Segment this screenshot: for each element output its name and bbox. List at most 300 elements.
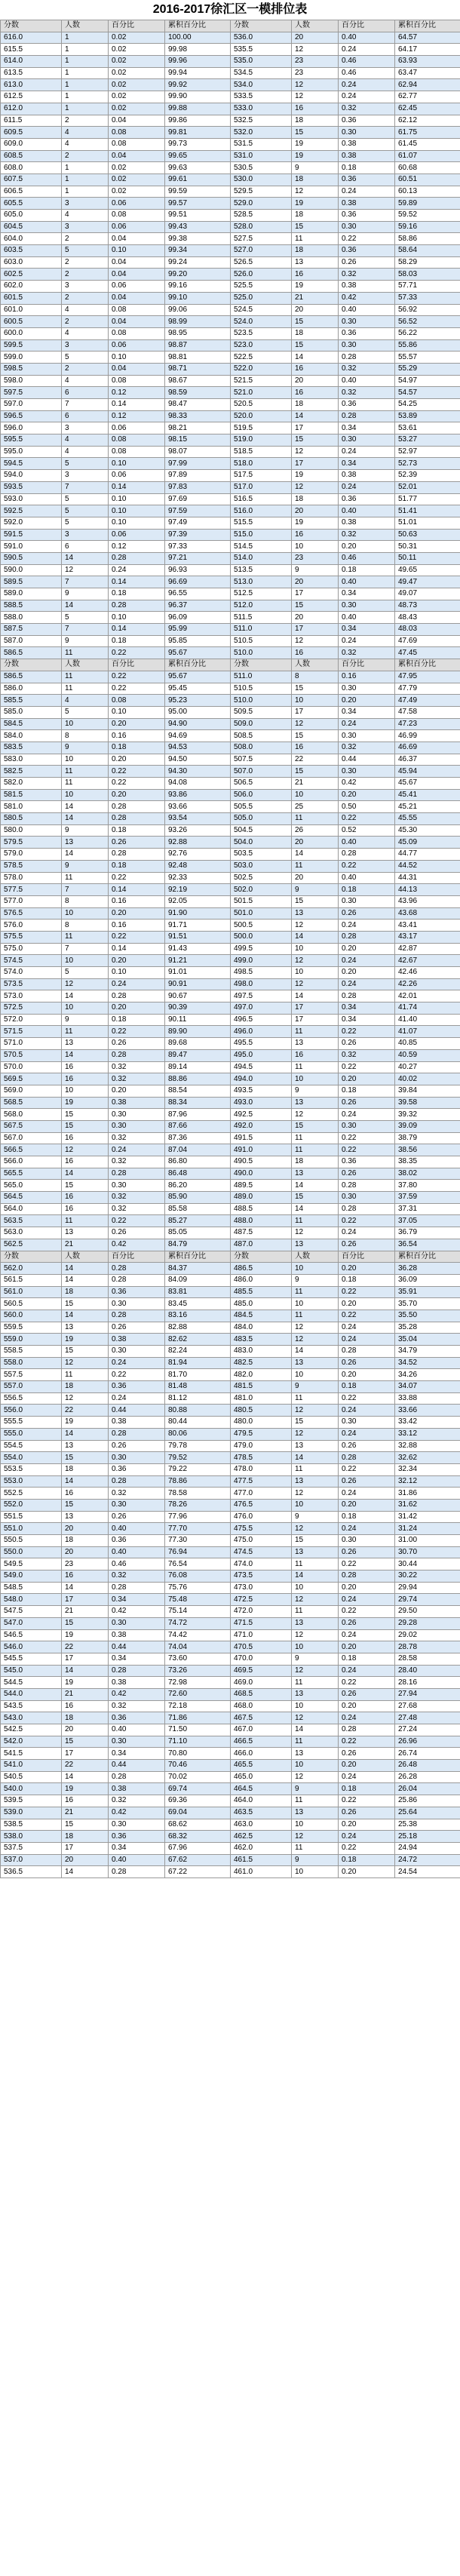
table-row bbox=[1, 600, 460, 612]
cell-cumulative-percent: 99.86 bbox=[165, 115, 231, 127]
cell-score: 512.5 bbox=[231, 588, 292, 600]
table-row bbox=[1, 1014, 460, 1026]
cell-score: 479.0 bbox=[231, 1440, 292, 1452]
cell-count: 1 bbox=[62, 67, 109, 79]
cell-cumulative-percent: 96.09 bbox=[165, 612, 231, 624]
table-row bbox=[1, 754, 460, 766]
column-header-count: 人数 bbox=[62, 659, 109, 671]
cell-count: 19 bbox=[292, 198, 339, 210]
table-row bbox=[1, 44, 460, 56]
cell-cumulative-percent: 99.98 bbox=[165, 44, 231, 56]
cell-cumulative-percent: 59.89 bbox=[395, 198, 460, 210]
table-row bbox=[1, 352, 460, 364]
cell-count: 13 bbox=[62, 1322, 109, 1334]
cell-count: 10 bbox=[292, 1641, 339, 1653]
cell-percent: 0.16 bbox=[339, 671, 395, 683]
cell-score: 492.0 bbox=[231, 1120, 292, 1132]
cell-count: 11 bbox=[292, 1026, 339, 1038]
cell-percent: 0.24 bbox=[339, 481, 395, 493]
cell-score: 583.0 bbox=[1, 754, 62, 766]
cell-cumulative-percent: 37.31 bbox=[395, 1203, 460, 1215]
cell-score: 498.5 bbox=[231, 967, 292, 979]
cell-cumulative-percent: 44.31 bbox=[395, 872, 460, 884]
cell-count: 6 bbox=[62, 541, 109, 553]
cell-cumulative-percent: 24.54 bbox=[395, 1866, 460, 1878]
cell-score: 615.5 bbox=[1, 44, 62, 56]
cell-percent: 0.20 bbox=[339, 1641, 395, 1653]
cell-percent: 0.32 bbox=[109, 1132, 165, 1144]
cell-count: 20 bbox=[292, 304, 339, 316]
cell-score: 543.0 bbox=[1, 1712, 62, 1724]
cell-score: 594.5 bbox=[1, 458, 62, 470]
cell-count: 18 bbox=[292, 327, 339, 339]
cell-count: 7 bbox=[62, 481, 109, 493]
cell-score: 554.5 bbox=[1, 1440, 62, 1452]
cell-score: 500.0 bbox=[231, 931, 292, 943]
cell-cumulative-percent: 85.90 bbox=[165, 1192, 231, 1204]
cell-cumulative-percent: 31.24 bbox=[395, 1523, 460, 1535]
cell-cumulative-percent: 40.27 bbox=[395, 1061, 460, 1073]
cell-score: 487.0 bbox=[231, 1239, 292, 1251]
cell-count: 2 bbox=[62, 363, 109, 375]
cell-count: 11 bbox=[62, 647, 109, 659]
table-row bbox=[1, 1392, 460, 1405]
table-row bbox=[1, 1322, 460, 1334]
cell-score: 564.5 bbox=[1, 1192, 62, 1204]
cell-percent: 0.40 bbox=[339, 375, 395, 387]
cell-cumulative-percent: 67.62 bbox=[165, 1854, 231, 1866]
cell-score: 482.0 bbox=[231, 1369, 292, 1381]
cell-percent: 0.28 bbox=[339, 1724, 395, 1736]
cell-cumulative-percent: 77.70 bbox=[165, 1523, 231, 1535]
cell-percent: 0.30 bbox=[339, 895, 395, 907]
cell-percent: 0.34 bbox=[339, 706, 395, 718]
cell-percent: 0.08 bbox=[109, 327, 165, 339]
table-row bbox=[1, 529, 460, 541]
cell-cumulative-percent: 47.95 bbox=[395, 671, 460, 683]
cell-score: 578.5 bbox=[1, 860, 62, 872]
cell-score: 506.0 bbox=[231, 789, 292, 801]
cell-cumulative-percent: 76.54 bbox=[165, 1558, 231, 1570]
cell-cumulative-percent: 81.48 bbox=[165, 1381, 231, 1393]
cell-cumulative-percent: 49.65 bbox=[395, 564, 460, 576]
cell-count: 3 bbox=[62, 198, 109, 210]
cell-count: 18 bbox=[62, 1381, 109, 1393]
cell-score: 577.0 bbox=[1, 895, 62, 907]
cell-percent: 0.28 bbox=[109, 1309, 165, 1322]
cell-score: 589.5 bbox=[1, 576, 62, 588]
cell-score: 546.0 bbox=[1, 1641, 62, 1653]
cell-percent: 0.02 bbox=[109, 91, 165, 103]
cell-cumulative-percent: 97.39 bbox=[165, 529, 231, 541]
cell-cumulative-percent: 99.20 bbox=[165, 269, 231, 281]
cell-count: 11 bbox=[292, 1842, 339, 1854]
cell-percent: 0.44 bbox=[109, 1641, 165, 1653]
cell-cumulative-percent: 59.16 bbox=[395, 221, 460, 233]
cell-score: 551.0 bbox=[1, 1523, 62, 1535]
cell-cumulative-percent: 99.51 bbox=[165, 210, 231, 222]
table-row bbox=[1, 931, 460, 943]
cell-cumulative-percent: 35.70 bbox=[395, 1298, 460, 1310]
cell-percent: 0.28 bbox=[339, 1570, 395, 1583]
table-row bbox=[1, 1511, 460, 1523]
table-row bbox=[1, 1381, 460, 1393]
cell-percent: 0.26 bbox=[109, 837, 165, 849]
cell-percent: 0.26 bbox=[109, 1322, 165, 1334]
cell-cumulative-percent: 95.23 bbox=[165, 695, 231, 707]
cell-score: 550.5 bbox=[1, 1535, 62, 1547]
cell-cumulative-percent: 38.79 bbox=[395, 1132, 460, 1144]
cell-count: 8 bbox=[292, 671, 339, 683]
cell-percent: 0.28 bbox=[339, 352, 395, 364]
cell-cumulative-percent: 99.38 bbox=[165, 233, 231, 245]
cell-score: 483.0 bbox=[231, 1346, 292, 1358]
cell-cumulative-percent: 95.85 bbox=[165, 635, 231, 647]
table-row bbox=[1, 990, 460, 1002]
cell-cumulative-percent: 91.43 bbox=[165, 943, 231, 955]
cell-cumulative-percent: 28.58 bbox=[395, 1653, 460, 1665]
cell-cumulative-percent: 40.59 bbox=[395, 1049, 460, 1061]
cell-cumulative-percent: 39.58 bbox=[395, 1097, 460, 1109]
cell-count: 19 bbox=[292, 517, 339, 529]
column-header-score: 分数 bbox=[1, 20, 62, 32]
cell-percent: 0.08 bbox=[109, 210, 165, 222]
cell-cumulative-percent: 99.94 bbox=[165, 67, 231, 79]
cell-count: 4 bbox=[62, 304, 109, 316]
cell-cumulative-percent: 100.00 bbox=[165, 32, 231, 44]
cell-count: 9 bbox=[292, 1854, 339, 1866]
cell-count: 13 bbox=[292, 1688, 339, 1700]
cell-cumulative-percent: 97.83 bbox=[165, 481, 231, 493]
cell-percent: 0.28 bbox=[339, 1203, 395, 1215]
cell-percent: 0.06 bbox=[109, 221, 165, 233]
cell-cumulative-percent: 36.28 bbox=[395, 1263, 460, 1275]
cell-count: 10 bbox=[292, 1866, 339, 1878]
cell-cumulative-percent: 83.16 bbox=[165, 1309, 231, 1322]
cell-score: 510.0 bbox=[231, 647, 292, 659]
cell-percent: 0.28 bbox=[339, 1346, 395, 1358]
cell-count: 10 bbox=[62, 1002, 109, 1015]
cell-cumulative-percent: 63.93 bbox=[395, 56, 460, 68]
cell-percent: 0.34 bbox=[109, 1842, 165, 1854]
cell-percent: 0.18 bbox=[339, 564, 395, 576]
cell-score: 520.0 bbox=[231, 410, 292, 422]
cell-cumulative-percent: 47.79 bbox=[395, 683, 460, 695]
cell-score: 478.5 bbox=[231, 1452, 292, 1464]
cell-percent: 0.32 bbox=[109, 1795, 165, 1807]
cell-cumulative-percent: 90.91 bbox=[165, 978, 231, 990]
cell-cumulative-percent: 92.33 bbox=[165, 872, 231, 884]
cell-score: 510.5 bbox=[231, 635, 292, 647]
cell-count: 4 bbox=[62, 434, 109, 447]
cell-percent: 0.36 bbox=[339, 1156, 395, 1168]
cell-score: 572.0 bbox=[1, 1014, 62, 1026]
cell-count: 9 bbox=[292, 1274, 339, 1286]
cell-count: 16 bbox=[292, 103, 339, 115]
cell-cumulative-percent: 91.71 bbox=[165, 920, 231, 932]
column-header-count: 人数 bbox=[292, 1251, 339, 1263]
column-header-percent: 百分比 bbox=[109, 659, 165, 671]
cell-score: 579.5 bbox=[1, 837, 62, 849]
cell-count: 16 bbox=[62, 1488, 109, 1500]
cell-cumulative-percent: 93.86 bbox=[165, 789, 231, 801]
cell-percent: 0.26 bbox=[109, 1227, 165, 1239]
table-row bbox=[1, 624, 460, 636]
cell-percent: 0.24 bbox=[339, 44, 395, 56]
cell-score: 553.0 bbox=[1, 1475, 62, 1488]
cell-cumulative-percent: 43.96 bbox=[395, 895, 460, 907]
cell-cumulative-percent: 44.52 bbox=[395, 860, 460, 872]
cell-score: 559.0 bbox=[1, 1334, 62, 1346]
table-row bbox=[1, 1168, 460, 1180]
cell-count: 19 bbox=[62, 1629, 109, 1641]
cell-percent: 0.14 bbox=[109, 884, 165, 896]
cell-cumulative-percent: 90.67 bbox=[165, 990, 231, 1002]
cell-percent: 0.06 bbox=[109, 422, 165, 434]
cell-percent: 0.20 bbox=[339, 967, 395, 979]
cell-percent: 0.22 bbox=[339, 233, 395, 245]
cell-cumulative-percent: 47.58 bbox=[395, 706, 460, 718]
cell-percent: 0.26 bbox=[339, 907, 395, 920]
cell-score: 494.5 bbox=[231, 1061, 292, 1073]
cell-count: 9 bbox=[292, 564, 339, 576]
cell-count: 12 bbox=[292, 1322, 339, 1334]
cell-score: 527.5 bbox=[231, 233, 292, 245]
cell-cumulative-percent: 46.37 bbox=[395, 754, 460, 766]
cell-count: 17 bbox=[62, 1842, 109, 1854]
cell-score: 604.5 bbox=[1, 221, 62, 233]
cell-percent: 0.46 bbox=[339, 552, 395, 564]
cell-score: 586.5 bbox=[1, 671, 62, 683]
cell-percent: 0.10 bbox=[109, 245, 165, 257]
cell-count: 5 bbox=[62, 245, 109, 257]
table-row bbox=[1, 741, 460, 754]
cell-count: 11 bbox=[292, 233, 339, 245]
table-row bbox=[1, 481, 460, 493]
cell-count: 13 bbox=[62, 837, 109, 849]
cell-count: 18 bbox=[292, 210, 339, 222]
cell-score: 473.0 bbox=[231, 1582, 292, 1594]
cell-percent: 0.20 bbox=[109, 789, 165, 801]
cell-percent: 0.04 bbox=[109, 150, 165, 162]
cell-cumulative-percent: 47.49 bbox=[395, 695, 460, 707]
table-row bbox=[1, 789, 460, 801]
cell-percent: 0.30 bbox=[339, 730, 395, 742]
cell-score: 583.5 bbox=[1, 741, 62, 754]
cell-percent: 0.20 bbox=[339, 1700, 395, 1712]
cell-percent: 0.36 bbox=[339, 245, 395, 257]
cell-percent: 0.30 bbox=[339, 683, 395, 695]
cell-percent: 0.22 bbox=[339, 1215, 395, 1227]
table-row bbox=[1, 186, 460, 198]
cell-cumulative-percent: 56.52 bbox=[395, 316, 460, 328]
cell-percent: 0.24 bbox=[339, 920, 395, 932]
table-row bbox=[1, 292, 460, 304]
table-row bbox=[1, 1831, 460, 1843]
cell-score: 462.5 bbox=[231, 1831, 292, 1843]
cell-percent: 0.26 bbox=[339, 1748, 395, 1760]
table-row bbox=[1, 1688, 460, 1700]
cell-score: 612.5 bbox=[1, 91, 62, 103]
cell-count: 13 bbox=[292, 1617, 339, 1629]
cell-score: 484.0 bbox=[231, 1322, 292, 1334]
cell-count: 12 bbox=[292, 1109, 339, 1121]
cell-score: 548.0 bbox=[1, 1594, 62, 1606]
cell-percent: 0.02 bbox=[109, 103, 165, 115]
cell-cumulative-percent: 99.65 bbox=[165, 150, 231, 162]
cell-count: 14 bbox=[62, 1274, 109, 1286]
cell-score: 537.5 bbox=[1, 1842, 62, 1854]
cell-score: 586.5 bbox=[1, 647, 62, 659]
cell-count: 12 bbox=[292, 481, 339, 493]
cell-count: 19 bbox=[62, 1334, 109, 1346]
cell-cumulative-percent: 48.43 bbox=[395, 612, 460, 624]
column-header-percent: 百分比 bbox=[339, 659, 395, 671]
table-row bbox=[1, 375, 460, 387]
cell-count: 19 bbox=[62, 1417, 109, 1429]
cell-percent: 0.38 bbox=[109, 1097, 165, 1109]
cell-score: 499.0 bbox=[231, 955, 292, 967]
cell-score: 594.0 bbox=[1, 470, 62, 482]
cell-cumulative-percent: 30.22 bbox=[395, 1570, 460, 1583]
cell-count: 11 bbox=[292, 1606, 339, 1618]
cell-score: 480.5 bbox=[231, 1405, 292, 1417]
cell-percent: 0.10 bbox=[109, 493, 165, 505]
cell-percent: 0.18 bbox=[109, 1014, 165, 1026]
cell-percent: 0.02 bbox=[109, 44, 165, 56]
cell-percent: 0.02 bbox=[109, 56, 165, 68]
cell-count: 10 bbox=[292, 695, 339, 707]
cell-percent: 0.22 bbox=[339, 1286, 395, 1298]
table-row bbox=[1, 576, 460, 588]
cell-count: 15 bbox=[62, 1346, 109, 1358]
cell-percent: 0.18 bbox=[339, 884, 395, 896]
cell-percent: 0.10 bbox=[109, 517, 165, 529]
cell-percent: 0.30 bbox=[339, 127, 395, 139]
table-row bbox=[1, 1002, 460, 1015]
cell-score: 519.0 bbox=[231, 434, 292, 447]
cell-cumulative-percent: 36.79 bbox=[395, 1227, 460, 1239]
cell-count: 20 bbox=[62, 1724, 109, 1736]
cell-score: 535.5 bbox=[231, 44, 292, 56]
cell-cumulative-percent: 38.35 bbox=[395, 1156, 460, 1168]
cell-cumulative-percent: 61.45 bbox=[395, 138, 460, 150]
cell-score: 535.0 bbox=[231, 56, 292, 68]
table-row bbox=[1, 813, 460, 825]
cell-score: 532.0 bbox=[231, 127, 292, 139]
cell-cumulative-percent: 34.26 bbox=[395, 1369, 460, 1381]
cell-cumulative-percent: 49.07 bbox=[395, 588, 460, 600]
cell-score: 569.5 bbox=[1, 1073, 62, 1085]
cell-cumulative-percent: 92.05 bbox=[165, 895, 231, 907]
cell-percent: 0.18 bbox=[109, 588, 165, 600]
cell-count: 17 bbox=[292, 624, 339, 636]
cell-score: 588.5 bbox=[1, 600, 62, 612]
table-row bbox=[1, 671, 460, 683]
cell-percent: 0.22 bbox=[339, 1842, 395, 1854]
cell-count: 12 bbox=[62, 1357, 109, 1369]
cell-cumulative-percent: 90.11 bbox=[165, 1014, 231, 1026]
cell-cumulative-percent: 28.40 bbox=[395, 1665, 460, 1677]
cell-percent: 0.26 bbox=[339, 1168, 395, 1180]
cell-percent: 0.32 bbox=[339, 1049, 395, 1061]
cell-percent: 0.04 bbox=[109, 115, 165, 127]
cell-cumulative-percent: 48.03 bbox=[395, 624, 460, 636]
cell-percent: 0.36 bbox=[109, 1712, 165, 1724]
cell-count: 12 bbox=[292, 955, 339, 967]
cell-percent: 0.28 bbox=[109, 1771, 165, 1783]
cell-percent: 0.32 bbox=[109, 1073, 165, 1085]
cell-score: 474.5 bbox=[231, 1546, 292, 1558]
cell-count: 16 bbox=[292, 269, 339, 281]
cell-cumulative-percent: 97.33 bbox=[165, 541, 231, 553]
cell-percent: 0.28 bbox=[109, 1665, 165, 1677]
cell-percent: 0.24 bbox=[339, 978, 395, 990]
cell-count: 14 bbox=[62, 600, 109, 612]
cell-cumulative-percent: 37.59 bbox=[395, 1192, 460, 1204]
cell-percent: 0.28 bbox=[109, 1263, 165, 1275]
cell-count: 9 bbox=[292, 1511, 339, 1523]
cell-score: 526.0 bbox=[231, 269, 292, 281]
cell-score: 500.5 bbox=[231, 920, 292, 932]
cell-cumulative-percent: 35.91 bbox=[395, 1286, 460, 1298]
table-row bbox=[1, 1854, 460, 1866]
cell-count: 13 bbox=[292, 1440, 339, 1452]
cell-count: 12 bbox=[292, 1771, 339, 1783]
table-row bbox=[1, 1629, 460, 1641]
cell-percent: 0.22 bbox=[339, 1061, 395, 1073]
cell-count: 11 bbox=[292, 1061, 339, 1073]
cell-percent: 0.30 bbox=[109, 1819, 165, 1831]
table-row bbox=[1, 1653, 460, 1665]
cell-score: 562.5 bbox=[1, 1239, 62, 1251]
cell-percent: 0.16 bbox=[109, 895, 165, 907]
table-row bbox=[1, 399, 460, 411]
cell-count: 11 bbox=[62, 931, 109, 943]
cell-count: 16 bbox=[62, 1061, 109, 1073]
cell-cumulative-percent: 38.02 bbox=[395, 1168, 460, 1180]
cell-score: 522.5 bbox=[231, 352, 292, 364]
cell-percent: 0.28 bbox=[109, 1274, 165, 1286]
cell-score: 572.5 bbox=[1, 1002, 62, 1015]
cell-percent: 0.26 bbox=[339, 1440, 395, 1452]
cell-score: 472.5 bbox=[231, 1594, 292, 1606]
cell-count: 20 bbox=[292, 505, 339, 517]
cell-cumulative-percent: 83.81 bbox=[165, 1286, 231, 1298]
cell-count: 18 bbox=[292, 115, 339, 127]
cell-score: 489.5 bbox=[231, 1180, 292, 1192]
cell-percent: 0.16 bbox=[109, 920, 165, 932]
cell-cumulative-percent: 52.97 bbox=[395, 446, 460, 458]
cell-percent: 0.34 bbox=[339, 1014, 395, 1026]
cell-cumulative-percent: 91.01 bbox=[165, 967, 231, 979]
cell-score: 593.5 bbox=[1, 481, 62, 493]
cell-score: 481.0 bbox=[231, 1392, 292, 1405]
cell-cumulative-percent: 26.48 bbox=[395, 1760, 460, 1772]
cell-cumulative-percent: 53.61 bbox=[395, 422, 460, 434]
cell-cumulative-percent: 87.04 bbox=[165, 1144, 231, 1156]
cell-count: 18 bbox=[62, 1712, 109, 1724]
cell-cumulative-percent: 59.52 bbox=[395, 210, 460, 222]
cell-cumulative-percent: 32.88 bbox=[395, 1440, 460, 1452]
cell-percent: 0.24 bbox=[339, 1405, 395, 1417]
cell-count: 20 bbox=[292, 872, 339, 884]
cell-count: 13 bbox=[292, 1807, 339, 1819]
cell-count: 12 bbox=[292, 978, 339, 990]
cell-cumulative-percent: 48.73 bbox=[395, 600, 460, 612]
cell-cumulative-percent: 29.74 bbox=[395, 1594, 460, 1606]
cell-percent: 0.18 bbox=[109, 741, 165, 754]
